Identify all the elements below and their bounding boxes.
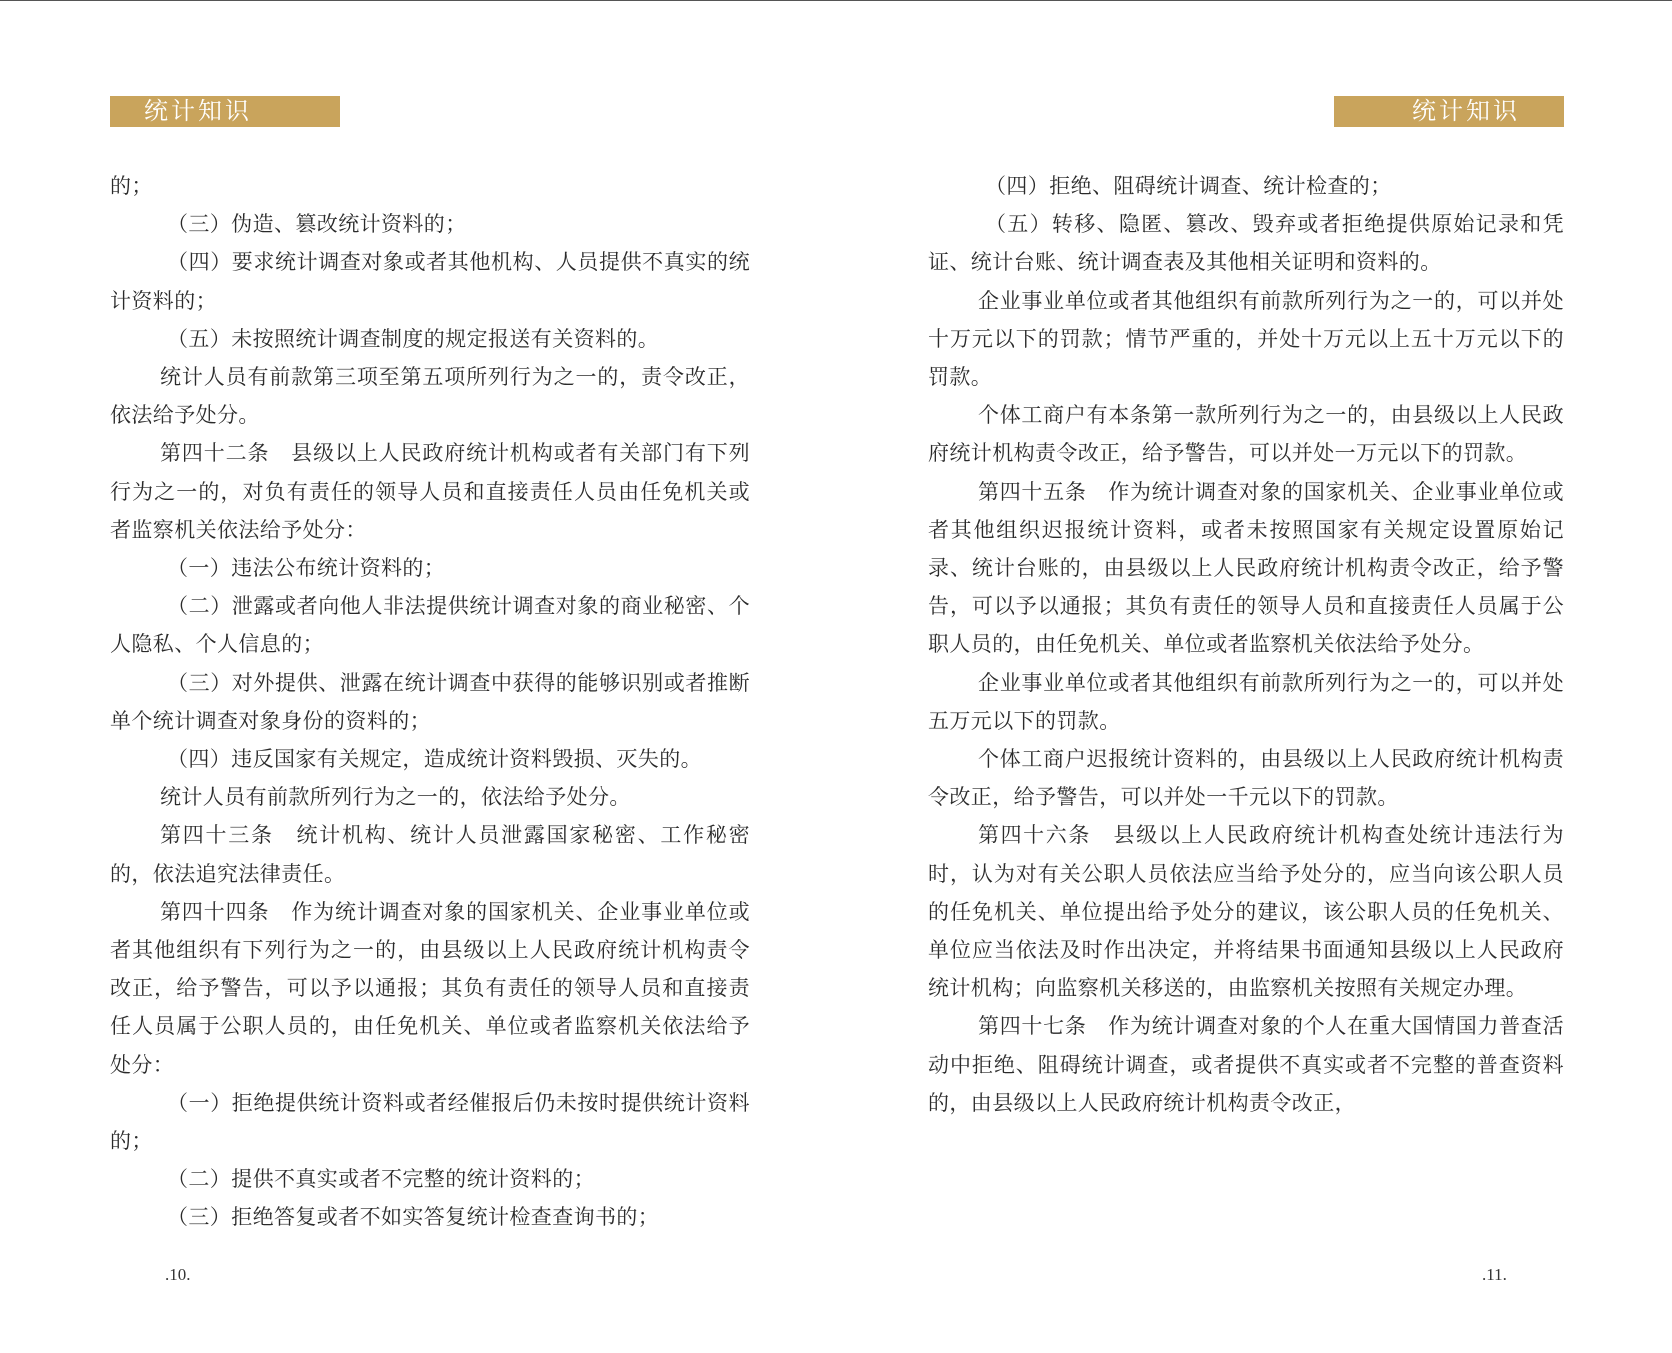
paragraph: （五）转移、隐匿、篡改、毁弃或者拒绝提供原始记录和凭证、统计台账、统计调查表及其他相关证明和资料的。: [928, 212, 1564, 275]
paragraph: 第四十四条 作为统计调查对象的国家机关、企业事业单位或者其他组织有下列行为之一的，由县级以上人民政府统计机构责令改正，给予警告，可以予以通报；其负有责任的领导人员和直接责任人员属于公职人员的，由任免机关、单位或者监察机关依法给予处分：: [110, 899, 750, 1077]
paragraph: （三）拒绝答复或者不如实答复统计检查查询书的；: [167, 1205, 660, 1230]
paragraph: 个体工商户迟报统计资料的，由县级以上人民政府统计机构责令改正，给予警告，可以并处一千元以下的罚款。: [928, 747, 1564, 810]
paragraph: 统计人员有前款第三项至第五项所列行为之一的，责令改正，依法给予处分。: [110, 365, 750, 428]
paragraph: 第四十六条 县级以上人民政府统计机构查处统计违法行为时，认为对有关公职人员依法应当给予处分的，应当向该公职人员的任免机关、单位提出给予处分的建议，该公职人员的任免机关、单位应当依法及时作出决定，并将结果书面通知县级以上人民政府统计机构；向监察机关移送的，由监察机关按照有关规定办理。: [928, 823, 1564, 1001]
left-header-banner: 统计知识: [110, 96, 340, 127]
paragraph: 个体工商户有本条第一款所列行为之一的，由县级以上人民政府统计机构责令改正，给予警告，可以并处一万元以下的罚款。: [928, 403, 1564, 466]
paragraph: （四）违反国家有关规定，造成统计资料毁损、灭失的。: [167, 747, 702, 772]
left-body-text: [110, 167, 750, 1237]
right-page: [928, 0, 1564, 1353]
paragraph: 第四十七条 作为统计调查对象的个人在重大国情国力普查活动中拒绝、阻碍统计调查，或者提供不真实或者不完整的普查资料的，由县级以上人民政府统计机构责令改正，: [928, 1014, 1564, 1115]
paragraph: （五）未按照统计调查制度的规定报送有关资料的。: [167, 326, 660, 351]
paragraph: 企业事业单位或者其他组织有前款所列行为之一的，可以并处五万元以下的罚款。: [928, 670, 1564, 733]
paragraph: （二）提供不真实或者不完整的统计资料的；: [167, 1167, 595, 1192]
left-page-number: .10.: [165, 1265, 191, 1284]
paragraph: （三）伪造、篡改统计资料的；: [167, 212, 467, 237]
paragraph: 的；: [110, 174, 153, 198]
paragraph: 统计人员有前款所列行为之一的，依法给予处分。: [160, 785, 631, 810]
paragraph: 第四十二条 县级以上人民政府统计机构或者有关部门有下列行为之一的，对负有责任的领导人员和直接责任人员由任免机关或者监察机关依法给予处分：: [110, 441, 750, 542]
paragraph: （三）对外提供、泄露在统计调查中获得的能够识别或者推断单个统计调查对象身份的资料的；: [110, 670, 750, 733]
paragraph: （一）拒绝提供统计资料或者经催报后仍未按时提供统计资料的；: [110, 1090, 750, 1154]
paragraph: （四）拒绝、阻碍统计调查、统计检查的；: [985, 174, 1392, 198]
right-page-number: .11.: [1482, 1265, 1507, 1284]
left-page: [110, 0, 750, 1353]
right-body-text: [928, 167, 1564, 1122]
right-header-banner: 统计知识: [1334, 96, 1564, 127]
paragraph: 第四十五条 作为统计调查对象的国家机关、企业事业单位或者其他组织迟报统计资料，或者未按照国家有关规定设置原始记录、统计台账的，由县级以上人民政府统计机构责令改正，给予警告，可以予以通报；其负有责任的领导人员和直接责任人员属于公职人员的，由任免机关、单位或者监察机关依法给予处分。: [928, 479, 1564, 657]
paragraph: （一）违法公布统计资料的；: [167, 556, 446, 581]
paragraph: 第四十三条 统计机构、统计人员泄露国家秘密、工作秘密的，依法追究法律责任。: [110, 823, 750, 886]
paragraph: 企业事业单位或者其他组织有前款所列行为之一的，可以并处十万元以下的罚款；情节严重的，并处十万元以上五十万元以下的罚款。: [928, 288, 1564, 390]
paragraph: （四）要求统计调查对象或者其他机构、人员提供不真实的统计资料的；: [110, 250, 750, 313]
paragraph: （二）泄露或者向他人非法提供统计调查对象的商业秘密、个人隐私、个人信息的；: [110, 594, 750, 657]
